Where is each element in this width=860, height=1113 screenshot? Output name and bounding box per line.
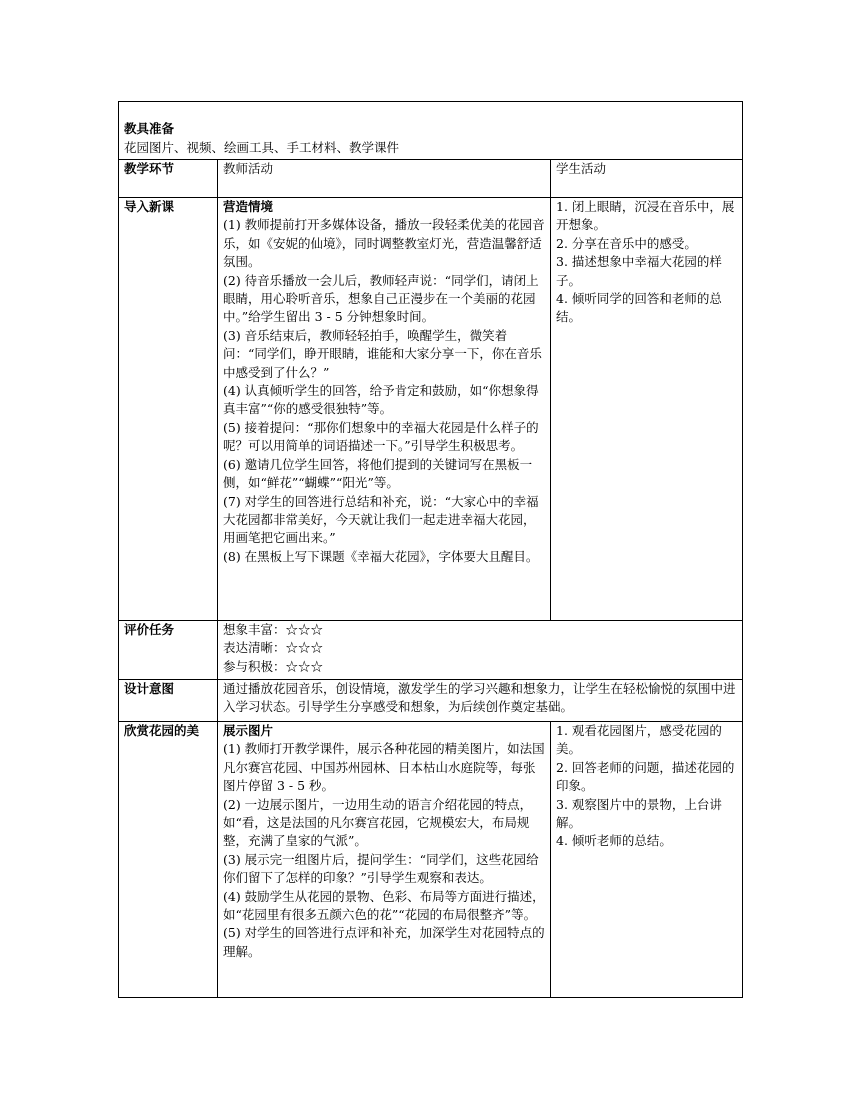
evaluation-item: 想象丰富：☆☆☆ [223,622,324,637]
appreciate-student-item: 4. 倾听老师的总结。 [556,833,672,849]
evaluation-item: 表达清晰：☆☆☆ [223,640,324,656]
prep-cell [119,102,743,160]
appreciate-student-item: 3. 观察图片中的景物，上台讲解。 [556,796,722,831]
header-student: 学生活动 [551,160,743,198]
prep-title: 教具准备 [124,121,175,137]
intro-student [551,198,743,621]
appreciate-step: (3) 展示完一组图片后，提问学生：“同学们，这些花园给你们留下了怎样的印象？”引导学生观察和表达。 [223,851,539,886]
design-stage: 设计意图 [119,680,218,722]
intro-step: (7) 对学生的回答进行总结和补充，说：“大家心中的幸福大花园都非常美好，今天就让我们一起走进幸福大花园，用画笔把它画出来。” [223,493,539,546]
intro-step: (4) 认真倾听学生的回答，给予肯定和鼓励，如“你想象得真丰富”“你的感受很独特”等。 [223,383,539,417]
intro-student-item: 3. 描述想象中幸福大花园的样子。 [556,254,722,288]
intro-step: (6) 邀请几位学生回答，将他们提到的关键词写在黑板一侧，如“鲜花”“蝴蝶”“阳光”等。 [223,456,533,491]
appreciate-title: 展示图片 [223,723,274,738]
appreciate-student [551,722,743,998]
appreciate-step: (1) 教师打开教学课件，展示各种花园的精美图片，如法国凡尔赛宫花园、中国苏州园林、日本枯山水庭院等，每张图片停留 3 - 5 秒。 [223,741,545,794]
header-row [119,160,743,198]
appreciate-step: (5) 对学生的回答进行点评和补充，加深学生对花园特点的理解。 [223,925,545,959]
intro-step: (8) 在黑板上写下课题《幸福大花园》，字体要大且醒目。 [223,548,539,564]
evaluation-stage: 评价任务 [119,621,218,680]
intro-row [119,198,743,621]
lesson-plan-table [118,101,743,998]
evaluation-content [218,621,743,680]
intro-step: (3) 音乐结束后，教师轻轻拍手，唤醒学生，微笑着问：“同学们，睁开眼睛，谁能和大家分享一下，你在音乐中感受到了什么？” [223,327,542,380]
header-stage: 教学环节 [119,160,218,198]
intro-title: 营造情境 [223,199,274,214]
design-content: 通过播放花园音乐，创设情境，激发学生的学习兴趣和想象力，让学生在轻松愉悦的氛围中进入学习状态。引导学生分享感受和想象，为后续创作奠定基础。 [218,680,743,722]
appreciate-row [119,722,743,998]
prep-content: 花园图片、视频、绘画工具、手工材料、教学课件 [124,139,400,155]
intro-stage: 导入新课 [119,198,218,621]
appreciate-student-item: 1. 观看花园图片，感受花园的美。 [556,723,722,757]
prep-row [119,102,743,160]
intro-step: (5) 接着提问：“那你们想象中的幸福大花园是什么样子的呢？可以用简单的词语描述一下。”引导学生积极思考。 [223,419,539,454]
appreciate-step: (4) 鼓励学生从花园的景物、色彩、布局等方面进行描述，如“花园里有很多五颜六色的花”“花园的布局很整齐”等。 [223,888,545,923]
header-teacher: 教师活动 [218,160,551,198]
intro-student-item: 4. 倾听同学的回答和老师的总结。 [556,291,722,325]
design-row [119,680,743,722]
intro-teacher [218,198,551,621]
intro-student-item: 1. 闭上眼睛，沉浸在音乐中，展开想象。 [556,199,735,233]
intro-step: (2) 待音乐播放一会儿后，教师轻声说：“同学们，请闭上眼睛，用心聆听音乐，想象自己正漫步在一个美丽的花园中。”给学生留出 3 - 5 分钟想象时间。 [223,272,539,325]
intro-student-item: 2. 分享在音乐中的感受。 [556,235,697,251]
appreciate-student-item: 2. 回答老师的问题，描述花园的印象。 [556,759,735,794]
intro-step: (1) 教师提前打开多媒体设备，播放一段轻柔优美的花园音乐，如《安妮的仙境》，同时调整教室灯光，营造温馨舒适氛围。 [223,217,545,270]
appreciate-stage: 欣赏花园的美 [119,722,218,998]
evaluation-item: 参与积极：☆☆☆ [223,658,324,674]
appreciate-step: (2) 一边展示图片，一边用生动的语言介绍花园的特点，如“看，这是法国的凡尔赛宫花园，它规模宏大，布局规整，充满了皇家的气派”。 [223,796,533,849]
evaluation-row [119,621,743,680]
appreciate-teacher [218,722,551,998]
